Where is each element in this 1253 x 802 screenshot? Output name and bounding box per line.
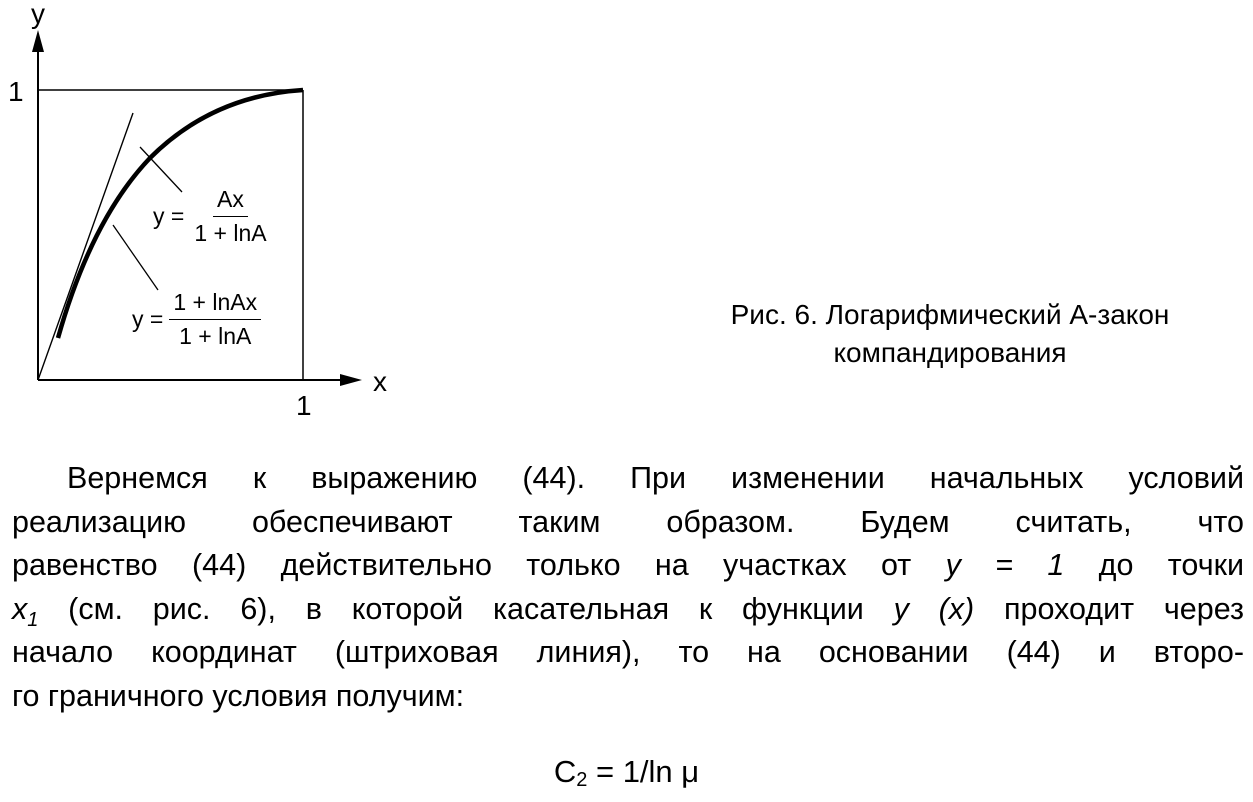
paragraph-line-1: Вернемся к выражению (44). При изменении начальных условий bbox=[67, 461, 1244, 495]
body-paragraph bbox=[12, 457, 1244, 718]
x-axis-label: x bbox=[373, 366, 387, 397]
y-axis-label: y bbox=[31, 0, 45, 29]
paragraph-line-6: го граничного условия получим: bbox=[12, 678, 465, 713]
figure-caption bbox=[655, 296, 1245, 372]
paragraph-line-2: реализацию обеспечивают таким образом. Будем считать, что bbox=[12, 504, 1244, 539]
formula-linear-numerator: Ax bbox=[213, 186, 248, 217]
inline-math-x1: $x_1$ bbox=[12, 591, 39, 631]
paragraph-line-3: равенство (44) действительно только на участках от y = 1 до точки bbox=[12, 548, 1244, 582]
figure-a-law bbox=[0, 0, 420, 430]
y-axis-arrow-icon bbox=[32, 30, 44, 52]
formula-linear-denominator: 1 + lnA bbox=[194, 220, 267, 246]
tangent-line bbox=[38, 113, 133, 380]
inline-math-y-of-x: y (x) bbox=[893, 591, 975, 626]
formula-log-numerator: 1 + lnAx bbox=[169, 289, 261, 320]
leader-line-log bbox=[113, 225, 158, 290]
y-tick-label: 1 bbox=[8, 76, 24, 107]
formula-log-lhs: y = bbox=[132, 306, 164, 332]
display-formula-c2: $C_2 = 1/\ln$ μ bbox=[553, 754, 700, 791]
caption-line-1: Рис. 6. Логарифмический А-закон bbox=[730, 299, 1170, 330]
paragraph-line-5: начало координат (штриховая линия), то на основании (44) и второ- bbox=[12, 635, 1244, 669]
paragraph-line-4: $x_1$ (см. рис. 6), в которой касательная к функции y (x) проходит через bbox=[12, 591, 1244, 631]
formula-linear bbox=[153, 186, 271, 247]
x-axis-arrow-icon bbox=[340, 374, 362, 386]
inline-math-y-equals-1: y = 1 bbox=[945, 548, 1065, 582]
x-tick-label: 1 bbox=[296, 390, 312, 421]
caption-line-2: компандирования bbox=[833, 337, 1067, 368]
formula-log bbox=[132, 289, 261, 350]
formula-linear-lhs: y = bbox=[153, 203, 185, 229]
formula-log-denominator: 1 + lnA bbox=[179, 323, 252, 349]
